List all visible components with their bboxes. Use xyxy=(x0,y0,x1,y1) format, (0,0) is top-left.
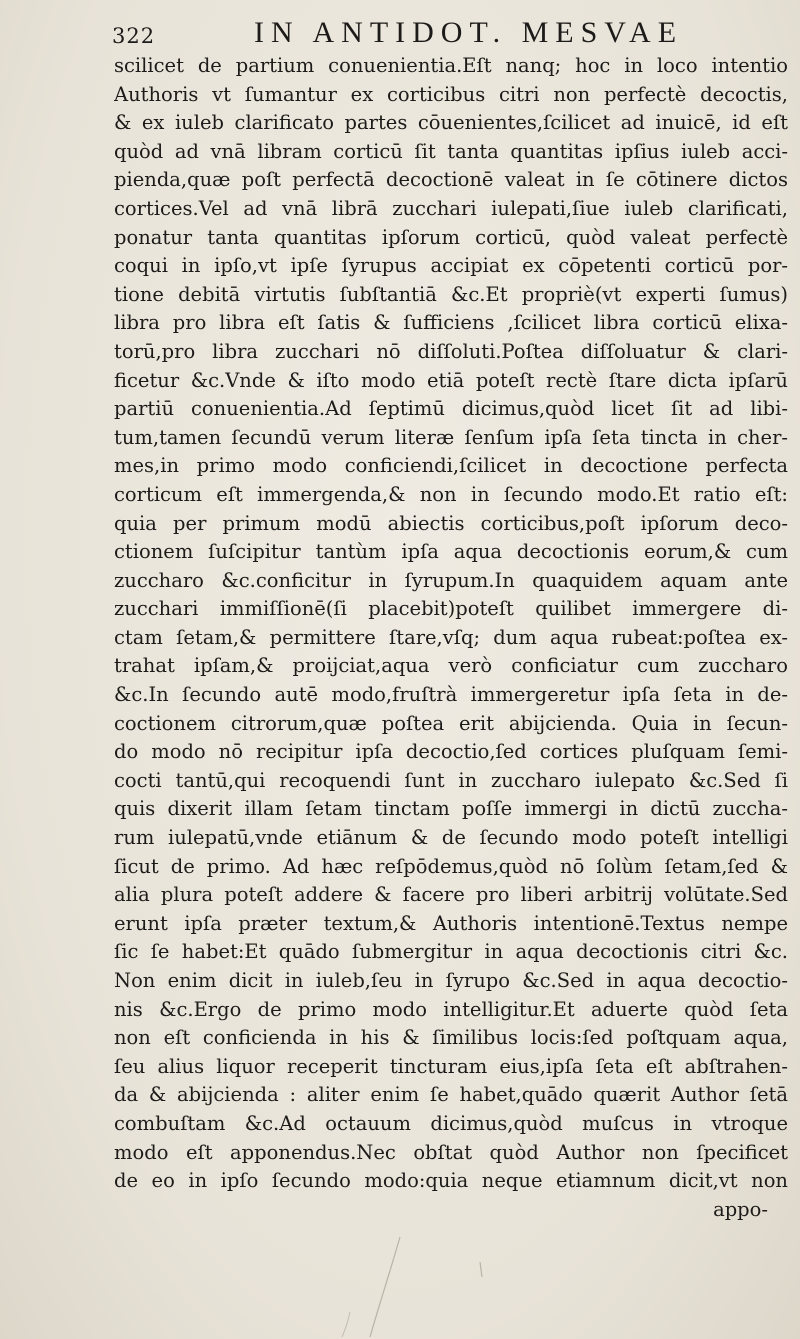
text-line: rum iulepatū,vnde etiānum & de ſecundo modo poteſt intelligi xyxy=(114,826,788,850)
text-line: ſic ſe habet:Et quādo ſubmergitur in aqua decoctionis citri &c. xyxy=(114,940,788,964)
text-line: ſicut de primo. Ad hæc reſpōdemus,quòd nō ſolùm ſetam,ſed & xyxy=(114,854,788,878)
text-line: coqui in ipſo,vt ipſe ſyrupus accipiat ex cōpetenti corticū por- xyxy=(114,254,788,278)
text-line: cortices.Vel ad vnā librā zucchari iulepati,ſiue iuleb clarificati, xyxy=(114,196,788,220)
text-line: partiū conuenientia.Ad ſeptimū dicimus,quòd licet ſit ad libi- xyxy=(114,397,788,421)
text-line: Authoris vt ſumantur ex corticibus citri non perfectè decoctis, xyxy=(114,82,788,106)
text-line: nis &c.Ergo de primo modo intelligitur.Et aduerte quòd ſeta xyxy=(114,997,788,1021)
text-line: Non enim dicit in iuleb,ſeu in ſyrupo &c.Sed in aqua decoctio- xyxy=(114,969,788,992)
text-line: da & abijcienda : aliter enim ſe habet,quādo quærit Author ſetā xyxy=(114,1083,788,1107)
text-line: tum,tamen ſecundū verum literæ ſenſum ipſa ſeta tincta in cher- xyxy=(114,425,788,449)
text-line: scilicet de partium conuenientia.Eſt nanq; hoc in loco intentio xyxy=(114,54,788,77)
text-line: mes,in primo modo conficiendi,ſcilicet in decoctione perfecta xyxy=(114,454,788,478)
text-line: de eo in ipſo ſecundo modo:quia neque etiamnum dicit,vt non xyxy=(114,1169,788,1193)
text-line: quòd ad vnā libram corticū ſit tanta quantitas ipſius iuleb acci- xyxy=(114,139,788,163)
catchword: appo- xyxy=(713,1197,768,1221)
text-line: ctam ſetam,& permittere ſtare,vſq; dum aqua rubeat:poſtea ex- xyxy=(114,625,788,649)
body-text xyxy=(114,52,788,1224)
text-line: tione debitā virtutis ſubſtantiā &c.Et propriè(vt experti ſumus) xyxy=(114,282,788,306)
header-title: IN ANTIDOT. MESVAE xyxy=(254,16,684,49)
text-line: & ex iuleb clarificato partes cōuenientes,ſcilicet ad inuicē, id eſt xyxy=(114,111,788,135)
text-line: combuſtam &c.Ad octauum dicimus,quòd muſcus in vtroque xyxy=(114,1111,788,1135)
text-line: corticum eſt immergenda,& non in ſecundo modo.Et ratio eſt: xyxy=(114,482,788,506)
pencil-mark xyxy=(330,1232,510,1339)
page-number: 322 xyxy=(112,24,156,48)
text-line: torū,pro libra zucchari nō diſſoluti.Poſtea diſſoluatur & clari- xyxy=(114,339,788,363)
text-line: ſeu alius liquor receperit tincturam eius,ipſa ſeta eſt abſtrahen- xyxy=(114,1054,788,1078)
text-line: libra pro libra eſt ſatis & ſufficiens ,ſcilicet libra corticū elixa- xyxy=(114,311,788,335)
text-line: ponatur tanta quantitas ipſorum corticū, quòd valeat perfectè xyxy=(114,225,788,249)
text-line: ctionem ſuſcipitur tantùm ipſa aqua decoctionis eorum,& cum xyxy=(114,540,788,564)
text-line: &c.In ſecundo autē modo,fruſtrà immergeretur ipſa ſeta in de- xyxy=(114,683,788,707)
text-line: zuccharo &c.conficitur in ſyrupum.In quaquidem aquam ante xyxy=(114,568,788,592)
text-line: quis dixerit illam ſetam tinctam poſſe immergi in dictū zuccha- xyxy=(114,797,788,821)
text-line: trahat ipſam,& proijciat,aqua verò conficiatur cum zuccharo xyxy=(114,654,788,678)
text-line: erunt ipſa præter textum,& Authoris intentionē.Textus nempe xyxy=(114,911,788,935)
text-line: alia plura poteſt addere & facere pro liberi arbitrij volūtate.Sed xyxy=(114,883,788,907)
text-line: non eſt conficienda in his & ſimilibus locis:ſed poſtquam aqua, xyxy=(114,1026,788,1050)
text-line: cocti tantū,qui recoquendi ſunt in zuccharo iulepato &c.Sed ſi xyxy=(114,768,788,792)
text-line: ficetur &c.Vnde & iſto modo etiā poteſt rectè ſtare dicta ipſarū xyxy=(114,368,788,392)
text-line: quia per primum modū abiectis corticibus,poſt ipſorum deco- xyxy=(114,511,788,535)
text-line: modo eſt apponendus.Nec obſtat quòd Author non ſpecificet xyxy=(114,1140,788,1164)
text-line: do modo nō recipitur ipſa decoctio,ſed cortices pluſquam ſemi- xyxy=(114,740,788,764)
text-line: coctionem citrorum,quæ poſtea erit abijcienda. Quia in ſecun- xyxy=(114,711,788,735)
text-line: zucchari immiſſionē(ſi placebit)poteſt quilibet immergere di- xyxy=(114,597,788,621)
text-line: pienda,quæ poſt perfectā decoctionē valeat in ſe cōtinere dictos xyxy=(114,168,788,192)
